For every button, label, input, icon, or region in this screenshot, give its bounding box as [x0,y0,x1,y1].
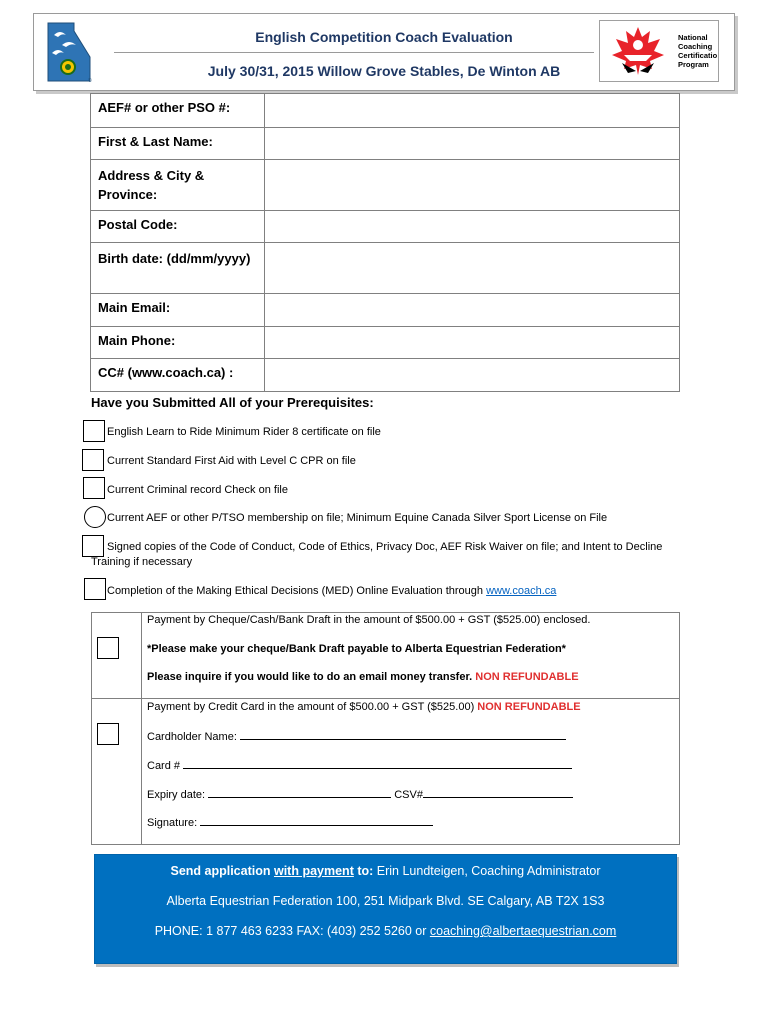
ncc-logo [599,20,719,82]
credit-card-payment-text: Payment by Credit Card in the amount of $500.00 + GST ($525.00) NON REFUNDABLE [147,701,581,713]
signature-input[interactable] [200,816,433,826]
card-number-field: Card # [147,759,572,772]
payment-column-divider [141,612,142,845]
expiry-input[interactable] [208,788,391,798]
table-row [91,94,680,128]
non-refundable-label: NON REFUNDABLE [477,701,581,713]
name-input[interactable] [265,128,680,160]
prereq-checkbox-med[interactable] [84,578,106,600]
coaching-email-link[interactable]: coaching@albertaequestrian.com [429,924,617,938]
ncc-maple-leaf-icon [602,21,674,81]
cardholder-field: Cardholder Name: [147,730,566,743]
table-row [91,327,680,359]
mailing-address: Alberta Equestrian Federation 100, 251 Midpark Blvd. SE Calgary, AB T2X 1S3 [166,894,605,908]
prereq-checkbox-criminal-check[interactable] [83,477,105,499]
csv-input[interactable] [423,788,573,798]
credit-card-payment-checkbox[interactable] [97,723,119,745]
aef-label: AEF# or other PSO #: [91,94,265,128]
header-divider [114,52,594,53]
prereq-item-first-aid: Current Standard First Aid with Level C CPR on file [107,455,356,467]
table-row [91,243,680,294]
address-input[interactable] [265,160,680,211]
coach-ca-link[interactable]: www.coach.ca [486,585,557,597]
phone-label: Main Phone: [91,327,265,359]
address-label: Address & City & Province: [91,160,265,211]
alberta-equestrian-logo [44,21,94,83]
prereq-title: Have you Submitted All of your Prerequisites: [91,395,374,410]
non-refundable-label: NON REFUNDABLE [475,671,579,683]
phone-input[interactable] [265,327,680,359]
cardholder-input[interactable] [240,730,566,740]
prereq-checkbox-rider8[interactable] [83,420,105,442]
applicant-info-table [90,93,680,392]
document-title: English Competition Coach Evaluation [255,29,513,45]
postal-code-label: Postal Code: [91,211,265,243]
cheque-payment-text: Payment by Cheque/Cash/Bank Draft in the amount of $500.00 + GST ($525.00) enclosed. [147,614,591,626]
table-row [91,294,680,327]
email-label: Main Email: [91,294,265,327]
birth-date-input[interactable] [265,243,680,294]
prereq-item-criminal-check: Current Criminal record Check on file [107,484,288,496]
card-number-input[interactable] [183,759,572,769]
table-row [91,128,680,160]
prereq-checkbox-signed-docs[interactable] [82,535,104,557]
event-subtitle: July 30/31, 2015 Willow Grove Stables, De Winton AB [207,63,561,79]
ncc-logo-text: National Coaching Certificatio Program [678,33,718,69]
svg-text:®: ® [88,78,92,83]
email-input[interactable] [265,294,680,327]
prereq-item-signed-docs-cont: Training if necessary [91,556,193,568]
postal-code-input[interactable] [265,211,680,243]
table-row [91,359,680,392]
name-label: First & Last Name: [91,128,265,160]
cheque-payable-note: *Please make your cheque/Bank Draft payable to Alberta Equestrian Federation* [147,643,566,655]
prereq-item-signed-docs: Signed copies of the Code of Conduct, Code of Ethics, Privacy Doc, AEF Risk Waiver on file; and Intent to Decline [107,541,663,553]
prereq-radio-membership[interactable] [84,506,106,528]
payment-divider [91,698,680,699]
prereq-item-med: Completion of the Making Ethical Decisions (MED) Online Evaluation through www.coach.ca [107,585,557,597]
prereq-item-rider8: English Learn to Ride Minimum Rider 8 certificate on file [107,426,381,438]
expiry-csv-field: Expiry date: CSV# [147,788,573,801]
cc-label: CC# (www.coach.ca) : [91,359,265,392]
prereq-item-membership: Current AEF or other P/TSO membership on file; Minimum Equine Canada Silver Sport License on File [107,512,608,524]
birth-date-label: Birth date: (dd/mm/yyyy) [91,243,265,294]
prereq-checkbox-first-aid[interactable] [82,449,104,471]
header [33,13,735,91]
table-row [91,160,680,211]
cc-input[interactable] [265,359,680,392]
cheque-payment-checkbox[interactable] [97,637,119,659]
send-application-line: Send application with payment to: Erin Lundteigen, Coaching Administrator [170,864,601,878]
aef-input[interactable] [265,94,680,128]
email-transfer-note: Please inquire if you would like to do an email money transfer. NON REFUNDABLE [147,671,579,683]
table-row [91,211,680,243]
send-application-box [94,854,677,964]
contact-line: PHONE: 1 877 463 6233 FAX: (403) 252 5260 or coaching@albertaequestrian.com [154,924,617,938]
signature-field: Signature: [147,816,433,829]
